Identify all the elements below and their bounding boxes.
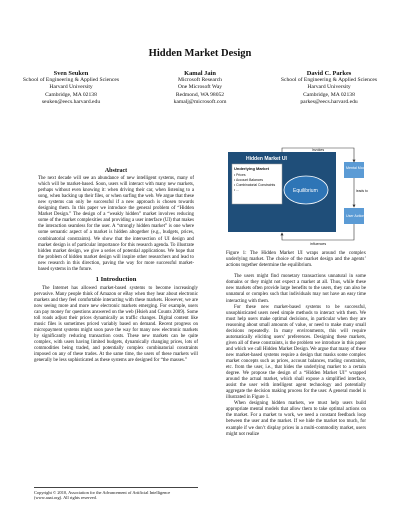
bullet-item: • ... [234, 188, 239, 192]
author-name: Kamal Jain [184, 70, 216, 77]
author-block [264, 70, 394, 106]
intro-paragraph: The Internet has allowed market-based systems to become increasingly pervasive. Many people think of Amazon or eBay when they hear about electronic markets and they feel comfortable interacting with these markets. However, we are now seeing more and more new electronic markets emerging. For example, users can pay money for questions answered on the web (Hsieh and Counts 2009). Some toll roads adjust their prices dynamically as traffic changes. Digital content like music files is sometimes priced variably based on demand. Recent progress on micropayment systems might soon pave the way for many new electronic markets by significantly reducing transaction costs. These new markets can be quite complex, with users having limited budgets, dynamically changing prices, lots of commodities being traded, and potentially complex combinatorial constraints imposed on any of these trades. At the same time, the users of these markets will generally be less sophisticated as these systems are designed for “the masses.” [34, 285, 198, 364]
author-affiliation: Harvard University [307, 84, 351, 91]
ui-label: Hidden Market UI [246, 156, 287, 162]
mental-model-box [344, 162, 364, 178]
equilibrium-label: Equilibrium [293, 188, 318, 194]
author-affiliation: School of Engineering & Applied Sciences [22, 77, 120, 84]
influences-label: influences [310, 242, 327, 246]
section-heading: 1 Introduction [95, 275, 137, 283]
author-email: parkes@eecs.harvard.edu [300, 98, 358, 105]
invokes-label: invokes [312, 148, 325, 152]
author-email: kamalj@microsoft.com [173, 98, 227, 105]
bullet-item: • Account Balances [234, 178, 264, 182]
hidden-market-figure [226, 146, 366, 248]
abstract-heading: Abstract [104, 168, 128, 174]
abstract-text: The next decade will see an abundance of new intelligent systems, many of which will be market-based. Soon, users will interact with many new markets, perhaps without even knowing it: when driving their car, when listening to a song, when backing up their files, or when surfing the web. We argue that these new systems can only be successful if a new approach is chosen towards designing them. In this paper we introduce the general problem of “Hidden Market Design.” The design of a “weakly hidden” market involves reducing some of the market complexities and providing a user interface (UI) that makes the interaction seamless for the user. A “strongly hidden market” is one where some semantic aspect of a market is hidden altogether (e.g., budgets, prices, combinatorial constraints). We show that the intersection of UI design and market design is of particular importance for this research agenda. To illustrate hidden market design, we give a series of potential applications. We hope that the problem of hidden market design will inspire other researchers and lead to new research in this direction, paving the way for more successful market-based systems in the future. [38, 176, 194, 272]
author-name: Sven Seuken [53, 70, 89, 77]
author-affiliation: Microsoft Research [178, 77, 222, 84]
mental-model-label: Mental Model [346, 166, 368, 170]
user-action-label: User Action [346, 214, 365, 218]
body-paragraph: The users might find monetary transactions unnatural in some domains or they might not expect a market at all. Thus, while these new markets often provide large benefits to the users, they can also be unnatural or complex such that individuals may not have an easy time interacting with them. [226, 274, 366, 304]
author-name: David C. Parkes [306, 70, 352, 77]
author-address: Cambridge, MA 02138 [303, 91, 355, 98]
bullet-item: • Combinatorial Constraints [234, 183, 276, 187]
body-paragraph: When designing hidden markets, we must help users build appropriate mental models that allow them to take optimal actions on the market. For a market to work, we need a constant feedback loop between the user and the market. If we hide the market too much, for example if we don’t display prices in a multi-commodity market, users might not realize [226, 401, 366, 437]
author-affiliation: Harvard University [49, 84, 93, 91]
author-block [135, 70, 265, 106]
author-address: Redmond, WA 98052 [175, 91, 225, 98]
figure-caption: Figure 1: The Hidden Market UI wraps around the complex underlying market. The choice of the market design and the agents’ actions together determine the equilibrium. [226, 251, 366, 269]
right-column [226, 146, 366, 438]
body-paragraph: For these new market-based systems to be successful, unsophisticated users need simple methods to interact with them. We must help users make optimal decisions, in particular when they are reasoning about small amounts of value, or need to make many small decisions repeatedly. In many environments, this will require automatically eliciting users’ preferences. Designing these markets, given all of these constraints, is the problem we introduce in this paper and which we call Hidden Market Design. We argue that many of these new market-based systems require a design that masks some complex market concepts such as prices, account balances, trading constraints, etc. from the user, i.e., that hides the underlying market to a certain degree. We propose the design of a “Hidden Market UI” wrapped around the actual market, which shall expose a simplified interface, assist the user with intelligent agent technology and potentially aggregate the decision making process for the user. A general model is illustrated in Figure 1. [226, 304, 366, 401]
author-email: seuken@eecs.harvard.edu [41, 98, 101, 105]
bullet-item: • Prices [234, 173, 246, 177]
leads-to-label: leads to [356, 189, 368, 193]
author-affiliation: One Microsoft Way [177, 84, 223, 91]
left-column [34, 168, 198, 364]
author-affiliation: School of Engineering & Applied Sciences [280, 77, 378, 84]
author-block [6, 70, 136, 106]
copyright-notice: Copyright © 2010, Association for the Advancement of Artificial Intelligence (www.aaai.org). All rights reserved. [34, 487, 198, 501]
paper-title: Hidden Market Design [148, 48, 252, 59]
author-address: Cambridge, MA 02138 [45, 91, 97, 98]
box-title: Underlying Market [234, 166, 269, 171]
